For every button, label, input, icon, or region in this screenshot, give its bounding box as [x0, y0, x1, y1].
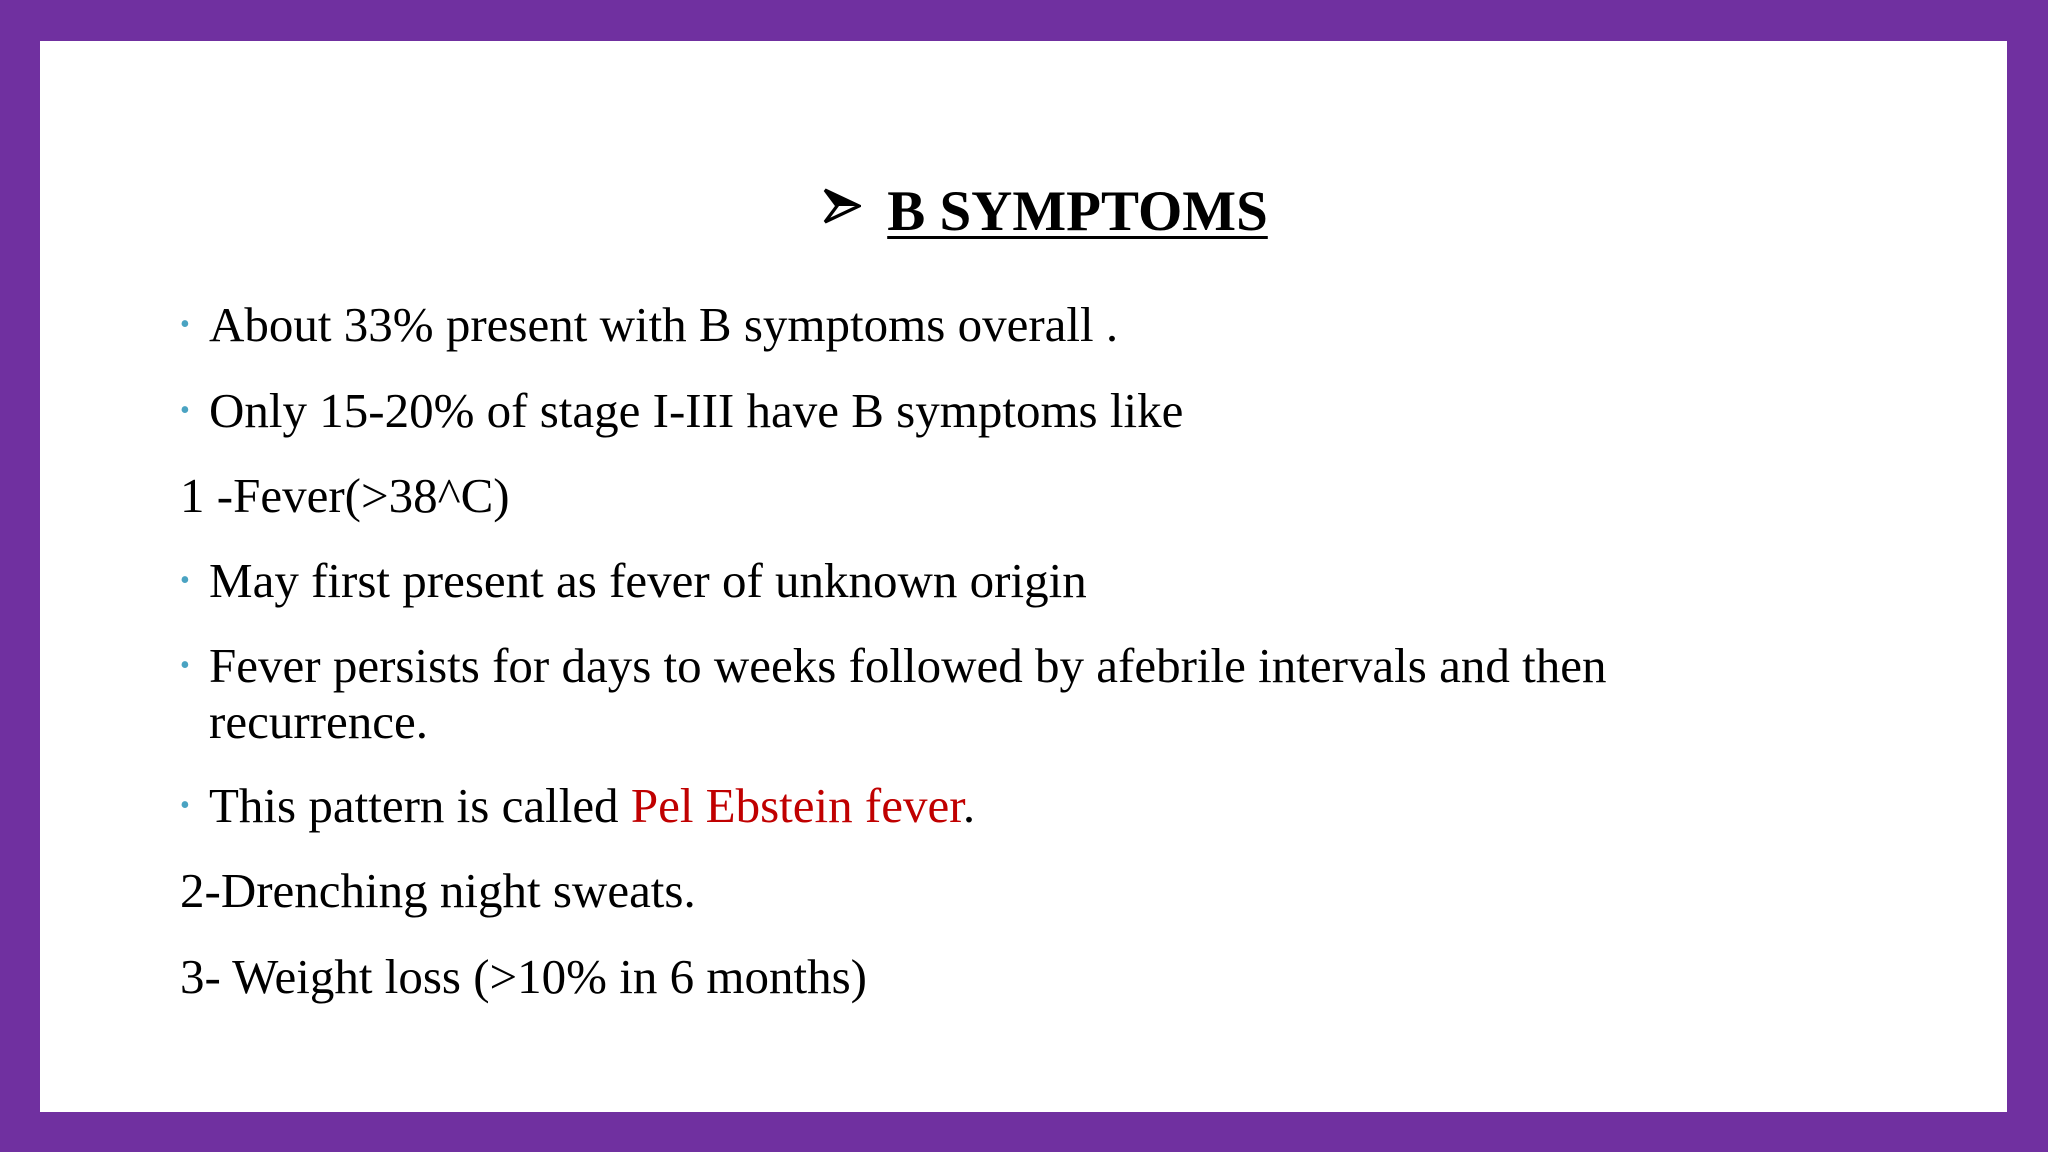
right-arrow-bullet-icon	[823, 188, 861, 229]
plain-item	[180, 468, 510, 524]
highlight-term: Pel Ebstein fever	[630, 778, 963, 833]
plain-item	[180, 949, 867, 1005]
bullet-text	[180, 778, 975, 834]
title-row	[40, 178, 2007, 246]
bullet-item	[180, 383, 1183, 439]
bullet-item	[180, 553, 1087, 609]
plain-text: 2-Drenching night sweats.	[180, 863, 696, 918]
title-group	[823, 178, 1268, 246]
plain-text: 1 -Fever(>38^C)	[180, 468, 510, 523]
bullet-dot-icon: •	[180, 395, 190, 426]
bullet-text-before: This pattern is called	[209, 778, 631, 833]
bullet-text: Only 15-20% of stage I-III have B symptoms like	[209, 383, 1184, 438]
slide	[40, 41, 2007, 1112]
bullet-dot-icon: •	[180, 650, 190, 681]
bullet-text-after: .	[962, 778, 976, 833]
bullet-text: About 33% present with B symptoms overall .	[209, 297, 1119, 352]
bullet-dot-icon: •	[180, 565, 190, 596]
plain-item	[180, 863, 696, 919]
bullet-item	[180, 297, 1118, 353]
bullet-dot-icon: •	[180, 790, 190, 821]
bullet-text: May first present as fever of unknown origin	[209, 553, 1087, 608]
bullet-text-line-1: Fever persists for days to weeks followed by afebrile intervals and then	[209, 638, 1607, 693]
bullet-dot-icon: •	[180, 309, 190, 340]
plain-text: 3- Weight loss (>10% in 6 months)	[180, 949, 867, 1004]
bullet-item	[180, 778, 975, 834]
slide-title: B SYMPTOMS	[887, 180, 1268, 243]
bullet-item	[180, 638, 1606, 750]
bullet-text-line-2: recurrence.	[209, 694, 428, 749]
